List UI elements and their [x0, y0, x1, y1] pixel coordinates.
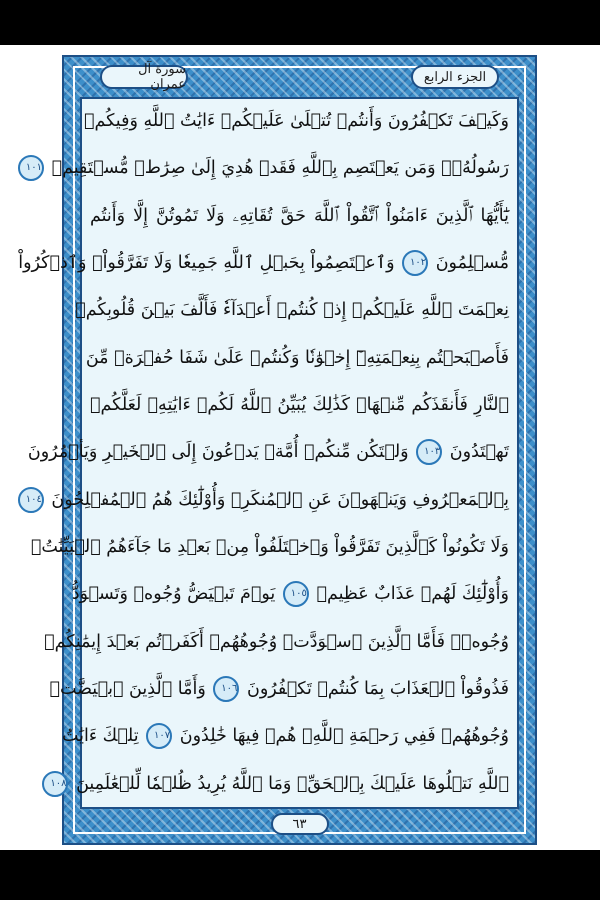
- verse-text: وَكَيۡفَ تَكۡفُرُونَ وَأَنتُمۡ تُتۡلَىٰ عَلَيۡكُمۡ ءَايَٰتُ ٱللَّهِ وَفِيكُمۡ: [83, 111, 509, 131]
- verse-line: [25, 484, 509, 517]
- verse-text: فَأَصۡبَحۡتُم بِنِعۡمَتِهِۦٓ إِخۡوَٰنٗا وَكُنتُمۡ عَلَىٰ شَفَا حُفۡرَةٖ مِّنَ: [85, 347, 509, 368]
- verse-text: ٱلنَّارِ فَأَنقَذَكُم مِّنۡهَاۗ كَذَٰلِكَ يُبَيِّنُ ٱللَّهُ لَكُمۡ ءَايَٰتِهِۦ لَعَلَّكُمۡ: [90, 394, 509, 415]
- verse-text: وَأُوْلَٰٓئِكَ لَهُمۡ عَذَابٌ عَظِيمٞ: [316, 584, 509, 605]
- page-number: ٦٣: [292, 816, 307, 832]
- ayah-number-marker: ١٠١: [18, 155, 44, 181]
- verse-line: [75, 294, 509, 327]
- juz-name: الجزء الرابع: [423, 69, 487, 85]
- verse-lines: [18, 105, 509, 801]
- verse-text: وَٱعۡتَصِمُواْ بِحَبۡلِ ٱللَّهِ جَمِيعٗا وَلَا تَفَرَّقُواْۚ وَٱذۡكُرُواْ: [18, 252, 395, 273]
- juz-name-cartouche: [411, 65, 499, 89]
- page-number-cartouche: [271, 813, 329, 835]
- verse-line: [90, 389, 509, 422]
- verse-text: رَسُولُهُۥۗ وَمَن يَعۡتَصِم بِٱللَّهِ فَقَدۡ هُدِيَ إِلَىٰ صِرَٰطٖ مُّسۡتَقِيمٖ: [51, 158, 509, 179]
- verse-text: وَلَا تَكُونُواْ كَٱلَّذِينَ تَفَرَّقُواْ وَٱخۡتَلَفُواْ مِنۢ بَعۡدِ مَا جَآءَهُمُ ٱلۡبَيِّنَٰتُۚ: [30, 536, 509, 557]
- verse-text-panel: [18, 97, 519, 809]
- verse-text: بِٱلۡمَعۡرُوفِ وَيَنۡهَوۡنَ عَنِ ٱلۡمُنكَرِۚ وَأُوْلَٰٓئِكَ هُمُ ٱلۡمُفۡلِحُونَ: [51, 489, 509, 510]
- surah-name: سورة آل عمران: [138, 62, 186, 92]
- verse-line: [61, 720, 509, 753]
- verse-text: يَوۡمَ تَبۡيَضُّ وُجُوهٞ وَتَسۡوَدُّ: [71, 584, 276, 605]
- verse-line: [50, 768, 509, 801]
- verse-text: وَلۡتَكُن مِّنكُمۡ أُمَّةٞ يَدۡعُونَ إِلَى ٱلۡخَيۡرِ وَيَأۡمُرُونَ: [27, 442, 409, 463]
- verse-line: [44, 626, 509, 659]
- verse-line: [83, 105, 509, 138]
- verse-text: فَذُوقُواْ ٱلۡعَذَابَ بِمَا كُنتُمۡ تَكۡفُرُونَ: [246, 678, 509, 699]
- verse-text: ٱللَّهِ نَتۡلُوهَا عَلَيۡكَ بِٱلۡحَقِّۗ وَمَا ٱللَّهُ يُرِيدُ ظُلۡمٗا لِّلۡعَٰلَمِينَ: [76, 773, 509, 794]
- ornamental-frame: [18, 55, 537, 845]
- verse-text: وَأَمَّا ٱلَّذِينَ ٱبۡيَضَّتۡ: [49, 678, 206, 699]
- ayah-number-marker: ١٠٨: [42, 771, 68, 797]
- verse-line: [90, 200, 509, 233]
- verse-line: [30, 531, 509, 564]
- verse-text: تَهۡتَدُونَ: [449, 442, 509, 463]
- ayah-number-marker: ١٠٧: [146, 723, 172, 749]
- verse-line: [71, 578, 509, 611]
- surah-name-cartouche: [100, 62, 188, 92]
- verse-line: [25, 152, 509, 185]
- verse-line: [85, 342, 509, 375]
- ayah-number-marker: ١٠٤: [18, 487, 44, 513]
- verse-text: وُجُوهُهُمۡ فَفِي رَحۡمَةِ ٱللَّهِۖ هُمۡ فِيهَا خَٰلِدُونَ: [179, 726, 509, 747]
- verse-text: نِعۡمَتَ ٱللَّهِ عَلَيۡكُمۡ إِذۡ كُنتُمۡ أَعۡدَآءٗ فَأَلَّفَ بَيۡنَ قُلُوبِكُمۡ: [75, 300, 509, 321]
- verse-line: [49, 673, 509, 706]
- verse-line: [27, 436, 509, 469]
- ayah-number-marker: ١٠٥: [283, 581, 309, 607]
- ayah-number-marker: ١٠٣: [416, 439, 442, 465]
- verse-line: [18, 247, 509, 280]
- verse-text: تِلۡكَ ءَايَٰتُ: [61, 726, 139, 747]
- verse-text: يَٰٓأَيُّهَا ٱلَّذِينَ ءَامَنُواْ ٱتَّقُواْ ٱللَّهَ حَقَّ تُقَاتِهِۦ وَلَا تَمُوتُنَّ إِلَّا وَأَنتُم: [90, 205, 509, 226]
- verse-text: مُّسۡلِمُونَ: [435, 252, 509, 273]
- verse-text: وُجُوهٞۚ فَأَمَّا ٱلَّذِينَ ٱسۡوَدَّتۡ وُجُوهُهُمۡ أَكَفَرۡتُم بَعۡدَ إِيمَٰنِكُمۡ: [44, 631, 509, 652]
- ayah-number-marker: ١٠٦: [213, 676, 239, 702]
- ayah-number-marker: ١٠٢: [402, 250, 428, 276]
